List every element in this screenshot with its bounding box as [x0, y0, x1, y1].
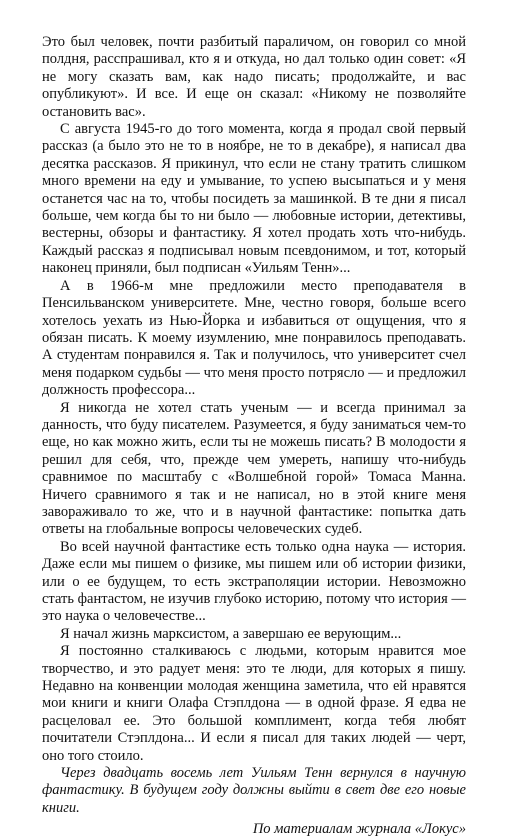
paragraph-7: Я постоянно сталкиваюсь с людьми, которым нравится мое творчество, и это радует меня: это те люди, для которых я пишу. Недавно на конвенции молодая женщина заметила, что ей нравятся мои книги и книги Олафа Стэплдона — в одной фразе. Я едва не расцеловал ее. Это большой комплимент, когда тебя любят почитатели Стэплдона... И если я писал для таких людей — черт, оно того стоило.: [42, 643, 466, 764]
article-body: [42, 34, 466, 839]
source-credit: По материалам журнала «Локус»: [252, 821, 466, 838]
paragraph-4: Я никогда не хотел стать ученым — и всегда принимал за данность, что буду писателем. Разумеется, я буду заниматься чем-то еще, но как можно жить, если ты не можешь писать? В молодости я решил для себя, что, прежде чем умереть, напишу что-нибудь сравнимое по масштабу с «Волшебной горой» Томаса Манна. Ничего сравнимого я так и не написал, но в этой книге меня завораживало то же, что и в научной фантастике: попытка дать ответы на глобальные вопросы человеческих судеб.: [42, 399, 466, 538]
afterword-paragraph: Через двадцать восемь лет Уильям Тенн вернулся в научную фантастику. В будущем году должны выйти в свет две его новые книги.: [42, 765, 466, 816]
paragraph-2: С августа 1945-го до того момента, когда я продал свой первый рассказ (а было это не то в ноябре, не то в декабре), я написал два десятка рассказов. Я прикинул, что если не стану тратить слишком много времени на еду и умывание, то успею высыпаться и у меня останется час на то, чтобы посидеть за машинкой. В те дни я писал больше, чем когда бы то ни было — любовные истории, детективы, вестерны, обзоры и фантастику. Я хотел продать хоть что-нибудь. Каждый рассказ я подписывал новым псевдонимом, и тот, который наконец приняли, был подписан «Уильям Тенн»...: [42, 121, 466, 277]
paragraph-5: Во всей научной фантастике есть только одна наука — история. Даже если мы пишем о физике, мы пишем или об истории физики, или о ее будущем, то есть экстраполяции истории. Невозможно стать фантастом, не изучив глубоко историю, потому что история — это наука о человечестве...: [42, 538, 466, 625]
paragraph-3: А в 1966-м мне предложили место преподавателя в Пенсильванском университете. Мне, честно говоря, больше всего хотелось уехать из Нью-Йорка и избавиться от ощущения, что я обязан писать. К моему изумлению, мне понравилось преподавать. А студентам понравился я. Так и получилось, что университет счел меня подарком судьбы — что меня просто потрясло — и предложил должность профессора...: [42, 277, 466, 399]
paragraph-1: Это был человек, почти разбитый параличом, он говорил со мной полдня, расспрашивал, кто я и откуда, но дал только один совет: «Я не могу сказать вам, как надо писать; продолжайте, и вас опубликуют». И все. И еще он сказал: «Никому не позволяйте остановить вас».: [42, 34, 466, 120]
paragraph-6: Я начал жизнь марксистом, а завершаю ее верующим...: [60, 625, 402, 642]
